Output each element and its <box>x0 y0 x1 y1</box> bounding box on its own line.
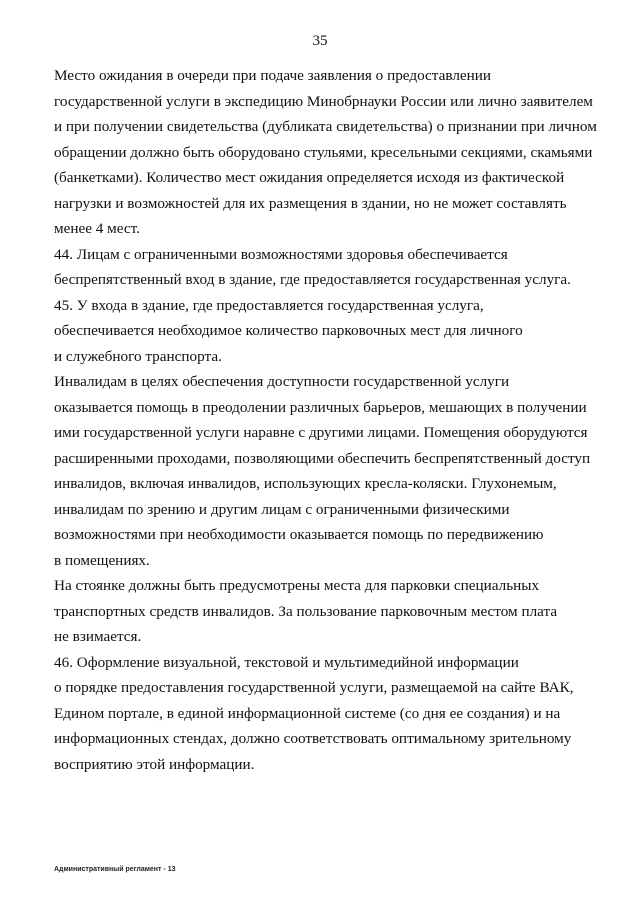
paragraph-45-parking: 45. У входа в здание, где предоставляется государственная услуга, обеспечивается необходимое количество парковочных мест для личного и служебного транспорта. <box>54 296 523 365</box>
paragraph-disabled-assistance: Инвалидам в целях обеспечения доступности государственной услуги оказывается помощь в преодолении различных барьеров, мешающих в получении ими государственной услуги наравне с другими лицами. Помещения оборудуются расширенными проходами, позволяющими обеспечить беспрепятственный доступ инвалидов, включая инвалидов, использующих кресла-коляски. Глухонемым, инвалидам по зрению и другим лицам с ограниченными физическими возможностями при необходимости оказывается помощь по передвижению в помещениях. <box>54 373 591 569</box>
footer-document-label: Административный регламент - 13 <box>54 866 176 873</box>
document-body <box>54 63 600 777</box>
paragraph-44-accessible-entrance: 44. Лицам с ограниченными возможностями здоровья обеспечивается беспрепятственный вход в здание, где предоставляется государственная услуга. <box>54 245 571 288</box>
paragraph-special-parking: На стоянке должны быть предусмотрены места для парковки специальных транспортных средств инвалидов. За пользование парковочным местом плата не взимается. <box>54 577 558 645</box>
paragraph-46-information-design: 46. Оформление визуальной, текстовой и мультимедийной информации о порядке предоставления государственной услуги, размещаемой на сайте ВАК, Едином портале, в единой информационной системе (со дня ее создания) и на информационных стендах, должно соответствовать оптимальному зрительному восприятию этой информации. <box>54 653 574 773</box>
paragraph-waiting-area: Место ожидания в очереди при подаче заявления о предоставлении государственной услуги в экспедицию Минобрнауки России или лично заявителем и при получении свидетельства (дубликата свидетельства) о признании при личном обращении должно быть оборудовано стульями, кресельными секциями, скамьями (банкетками). Количество мест ожидания определяется исходя из фактической нагрузки и возможностей для их размещения в здании, но не может составлять менее 4 мест. <box>54 67 597 237</box>
page-number: 35 <box>312 33 328 49</box>
